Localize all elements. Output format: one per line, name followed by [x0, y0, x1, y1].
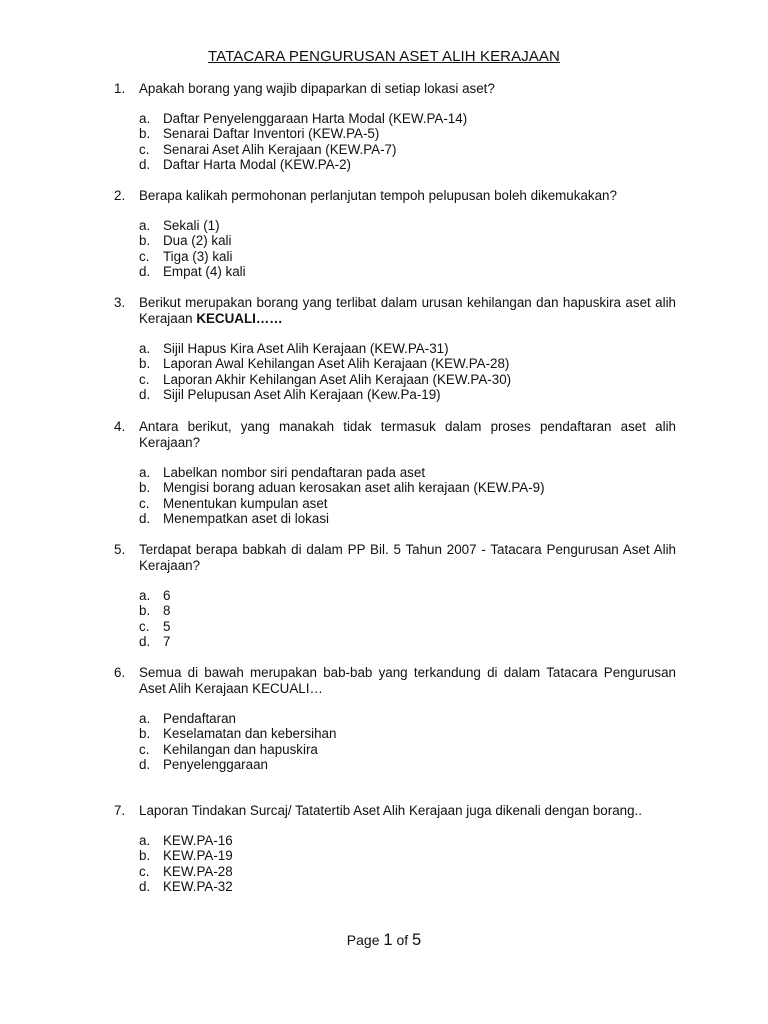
option-text: Sijil Hapus Kira Aset Alih Kerajaan (KEW.PA-31) — [163, 341, 449, 356]
option-text: Labelkan nombor siri pendaftaran pada aset — [163, 465, 426, 480]
question-number: 5. — [114, 542, 126, 557]
option-letter: d. — [139, 157, 151, 173]
option-letter: a. — [139, 111, 151, 126]
question-stem — [114, 188, 676, 204]
question-text-body: Terdapat berapa babkah di dalam PP Bil. 5 Tahun 2007 - Tatacara Pengurusan Aset Alih Kerajaan? — [139, 542, 676, 573]
answer-option — [139, 249, 676, 264]
option-letter: c. — [139, 863, 150, 879]
option-letter: b. — [139, 480, 151, 496]
question-text — [139, 542, 676, 574]
question-number: 7. — [114, 803, 126, 818]
question-4 — [114, 419, 676, 527]
question-text — [139, 419, 676, 451]
option-text: Daftar Harta Modal (KEW.PA-2) — [163, 157, 352, 173]
option-text: KEW.PA-16 — [163, 833, 233, 848]
option-text: Sijil Pelupusan Aset Alih Kerajaan (Kew.Pa-19) — [163, 387, 441, 403]
option-text: Tiga (3) kali — [163, 248, 233, 264]
option-text: Empat (4) kali — [163, 264, 246, 280]
answer-option — [139, 387, 676, 402]
option-letter: a. — [139, 833, 151, 848]
option-list — [139, 111, 676, 173]
answer-option — [139, 711, 676, 726]
option-text: 5 — [163, 618, 171, 634]
answer-option — [139, 726, 676, 741]
answer-option — [139, 218, 676, 233]
option-list — [139, 341, 676, 403]
answer-option — [139, 879, 676, 894]
option-text: 6 — [163, 588, 171, 603]
question-6 — [114, 665, 676, 773]
answer-option — [139, 126, 676, 141]
question-text-body: Apakah borang yang wajib dipaparkan di setiap lokasi aset? — [139, 81, 495, 96]
option-text: 8 — [163, 603, 171, 619]
option-letter: d. — [139, 387, 151, 403]
option-letter: b. — [139, 233, 151, 249]
option-text: KEW.PA-28 — [163, 863, 233, 879]
question-number: 3. — [114, 295, 126, 310]
answer-option — [139, 603, 676, 618]
answer-option — [139, 864, 676, 879]
option-text: Senarai Daftar Inventori (KEW.PA-5) — [163, 126, 380, 142]
answer-option — [139, 634, 676, 649]
question-text — [139, 803, 676, 819]
question-text-body: Laporan Tindakan Surcaj/ Tatatertib Aset Alih Kerajaan juga dikenali dengan borang.. — [139, 803, 642, 818]
question-text — [139, 188, 676, 204]
option-list — [139, 711, 676, 773]
question-stem — [114, 295, 676, 327]
question-5 — [114, 542, 676, 650]
answer-option — [139, 372, 676, 387]
option-letter: a. — [139, 341, 151, 356]
option-letter: c. — [139, 495, 150, 511]
question-text — [139, 81, 676, 97]
option-letter: c. — [139, 248, 150, 264]
question-2 — [114, 188, 676, 280]
option-text: Penyelenggaraan — [163, 757, 268, 773]
question-text-body: Semua di bawah merupakan bab-bab yang terkandung di dalam Tatacara Pengurusan Aset Alih Kerajaan KECUALI… — [139, 665, 676, 696]
option-text: Sekali (1) — [163, 218, 220, 233]
question-number: 6. — [114, 665, 126, 680]
option-list — [139, 465, 676, 527]
answer-option — [139, 511, 676, 526]
question-3 — [114, 295, 676, 403]
option-text: Menempatkan aset di lokasi — [163, 511, 329, 527]
option-text: Keselamatan dan kebersihan — [163, 726, 337, 742]
option-text: Senarai Aset Alih Kerajaan (KEW.PA-7) — [163, 141, 397, 157]
option-letter: d. — [139, 757, 151, 773]
option-text: KEW.PA-19 — [163, 848, 233, 864]
option-list — [139, 218, 676, 280]
question-text — [139, 665, 676, 697]
option-letter: c. — [139, 141, 150, 157]
answer-option — [139, 480, 676, 495]
option-letter: a. — [139, 588, 151, 603]
answer-option — [139, 341, 676, 356]
question-stem — [114, 803, 676, 819]
current-page-number: 1 — [383, 931, 393, 949]
question-number: 2. — [114, 188, 126, 203]
option-letter: a. — [139, 465, 151, 480]
answer-option — [139, 264, 676, 279]
page-footer — [0, 930, 768, 950]
answer-option — [139, 742, 676, 757]
question-text-body: Berikut merupakan borang yang terlibat dalam urusan kehilangan dan hapuskira aset alih Kerajaan — [139, 295, 676, 326]
question-text-body: Berapa kalikah permohonan perlanjutan tempoh pelupusan boleh dikemukakan? — [139, 188, 617, 203]
option-text: Menentukan kumpulan aset — [163, 495, 328, 511]
answer-option — [139, 757, 676, 772]
option-letter: b. — [139, 726, 151, 742]
option-letter: c. — [139, 741, 150, 757]
of-word: of — [396, 932, 409, 948]
option-letter: b. — [139, 126, 151, 142]
question-stem — [114, 419, 676, 451]
answer-option — [139, 833, 676, 848]
answer-option — [139, 465, 676, 480]
answer-option — [139, 619, 676, 634]
option-letter: c. — [139, 371, 150, 387]
answer-option — [139, 588, 676, 603]
question-number: 1. — [114, 81, 126, 96]
option-text: Mengisi borang aduan kerosakan aset alih kerajaan (KEW.PA-9) — [163, 480, 545, 496]
question-emphasis: KECUALI…… — [196, 311, 283, 326]
option-text: Dua (2) kali — [163, 233, 232, 249]
option-letter: d. — [139, 634, 151, 650]
option-letter: d. — [139, 264, 151, 280]
option-letter: c. — [139, 618, 150, 634]
answer-option — [139, 111, 676, 126]
option-letter: b. — [139, 848, 151, 864]
option-text: KEW.PA-32 — [163, 879, 233, 895]
document-title: TATACARA PENGURUSAN ASET ALIH KERAJAAN — [208, 48, 560, 65]
question-number: 4. — [114, 419, 126, 434]
option-list — [139, 833, 676, 895]
answer-option — [139, 142, 676, 157]
option-letter: b. — [139, 356, 151, 372]
option-text: Laporan Akhir Kehilangan Aset Alih Kerajaan (KEW.PA-30) — [163, 371, 512, 387]
question-text-body: Antara berikut, yang manakah tidak termasuk dalam proses pendaftaran aset alih Kerajaan? — [139, 419, 676, 450]
option-letter: d. — [139, 511, 151, 527]
option-letter: d. — [139, 879, 151, 895]
option-letter: b. — [139, 603, 151, 619]
question-1 — [114, 81, 676, 173]
question-7 — [114, 803, 676, 895]
option-text: Pendaftaran — [163, 711, 236, 726]
question-text — [139, 295, 676, 327]
option-letter: a. — [139, 711, 151, 726]
option-text: Daftar Penyelenggaraan Harta Modal (KEW.PA-14) — [163, 111, 468, 126]
page-word: Page — [346, 932, 380, 948]
question-stem — [114, 542, 676, 574]
question-stem — [114, 81, 676, 97]
option-list — [139, 588, 676, 650]
option-text: Laporan Awal Kehilangan Aset Alih Kerajaan (KEW.PA-28) — [163, 356, 510, 372]
answer-option — [139, 157, 676, 172]
answer-option — [139, 496, 676, 511]
answer-option — [139, 233, 676, 248]
option-text: 7 — [163, 634, 171, 650]
total-pages-number: 5 — [412, 931, 422, 949]
option-letter: a. — [139, 218, 151, 233]
answer-option — [139, 848, 676, 863]
answer-option — [139, 356, 676, 371]
question-stem — [114, 665, 676, 697]
option-text: Kehilangan dan hapuskira — [163, 741, 318, 757]
